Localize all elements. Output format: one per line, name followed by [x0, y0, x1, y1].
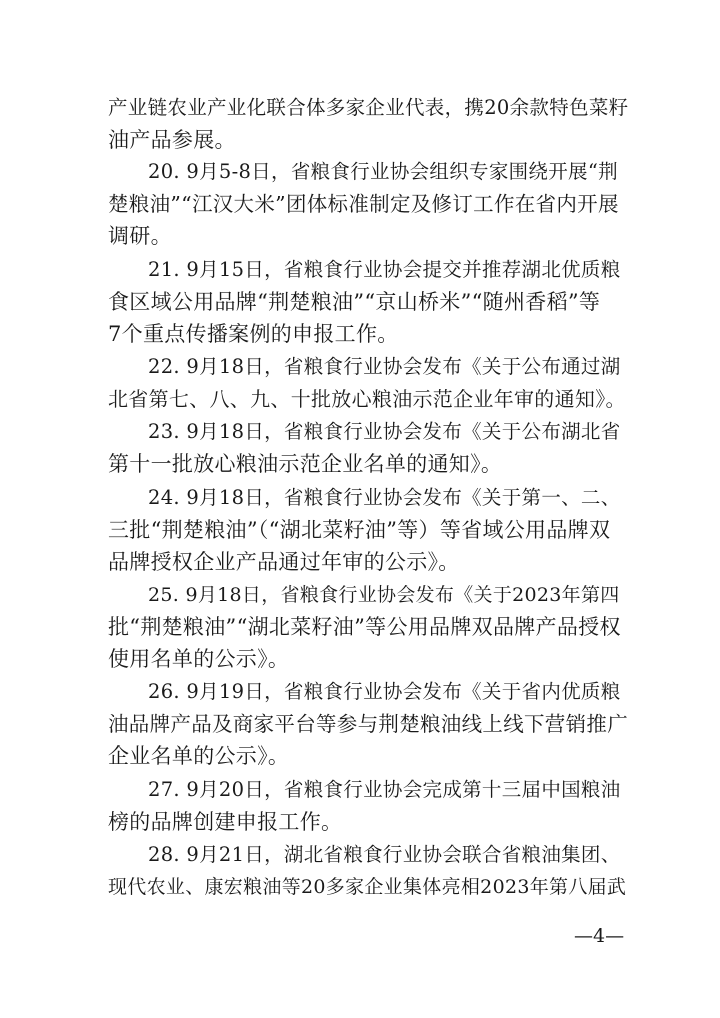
text-line: 食区域公用品牌“荆楚粮油”“京山桥米”“随州香稻”等	[108, 290, 601, 314]
page-number: —4—	[574, 925, 625, 947]
text-line: 使用名单的公示》。	[108, 647, 290, 671]
text-line: 企业名单的公示》。	[108, 744, 290, 768]
list-item-21: 21. 9月15日，省粮食行业协会提交并推荐湖北优质粮	[148, 258, 621, 281]
text-line: 油产品参展。	[108, 128, 236, 152]
text-line: 产业链农业产业化联合体多家企业代表，携20余款特色菜籽	[108, 96, 629, 119]
list-item-27: 27. 9月20日，省粮食行业协会完成第十三届中国粮油	[148, 778, 621, 801]
list-item-22: 22. 9月18日，省粮食行业协会发布《关于公布通过湖	[148, 355, 621, 378]
text-line: 第十一批放心粮油示范企业名单的通知》。	[108, 452, 503, 476]
text-line: 调研。	[108, 224, 172, 248]
list-item-23: 23. 9月18日，省粮食行业协会发布《关于公布湖北省	[148, 420, 621, 443]
list-item-26: 26. 9月19日，省粮食行业协会发布《关于省内优质粮	[148, 680, 621, 703]
text-line: 批“荆楚粮油”“湖北菜籽油”等公用品牌双品牌产品授权	[108, 615, 621, 639]
text-line: 7个重点传播案例的申报工作。	[108, 322, 399, 346]
text-line: 北省第七、八、九、十批放心粮油示范企业年审的通知》。	[108, 387, 626, 411]
text-line: 现代农业、康宏粮油等20多家企业集体亮相2023年第八届武	[108, 876, 627, 898]
text-line: 榜的品牌创建申报工作。	[108, 810, 343, 834]
list-item-28: 28. 9月21日，湖北省粮食行业协会联合省粮油集团、	[148, 843, 621, 866]
text-line: 三批“荆楚粮油”（“湖北菜籽油”等）等省域公用品牌双	[108, 518, 611, 542]
list-item-20: 20. 9月5-8日，省粮食行业协会组织专家围绕开展“荆	[148, 160, 618, 183]
text-line: 油品牌产品及商家平台等参与荆楚粮油线上线下营销推广	[108, 712, 628, 736]
list-item-25: 25. 9月18日，省粮食行业协会发布《关于2023年第四	[148, 584, 620, 606]
list-item-24: 24. 9月18日，省粮食行业协会发布《关于第一、二、	[148, 486, 621, 509]
text-line: 楚粮油”“江汉大米”团体标准制定及修订工作在省内开展	[108, 192, 619, 216]
text-line: 品牌授权企业产品通过年审的公示》。	[108, 550, 460, 574]
